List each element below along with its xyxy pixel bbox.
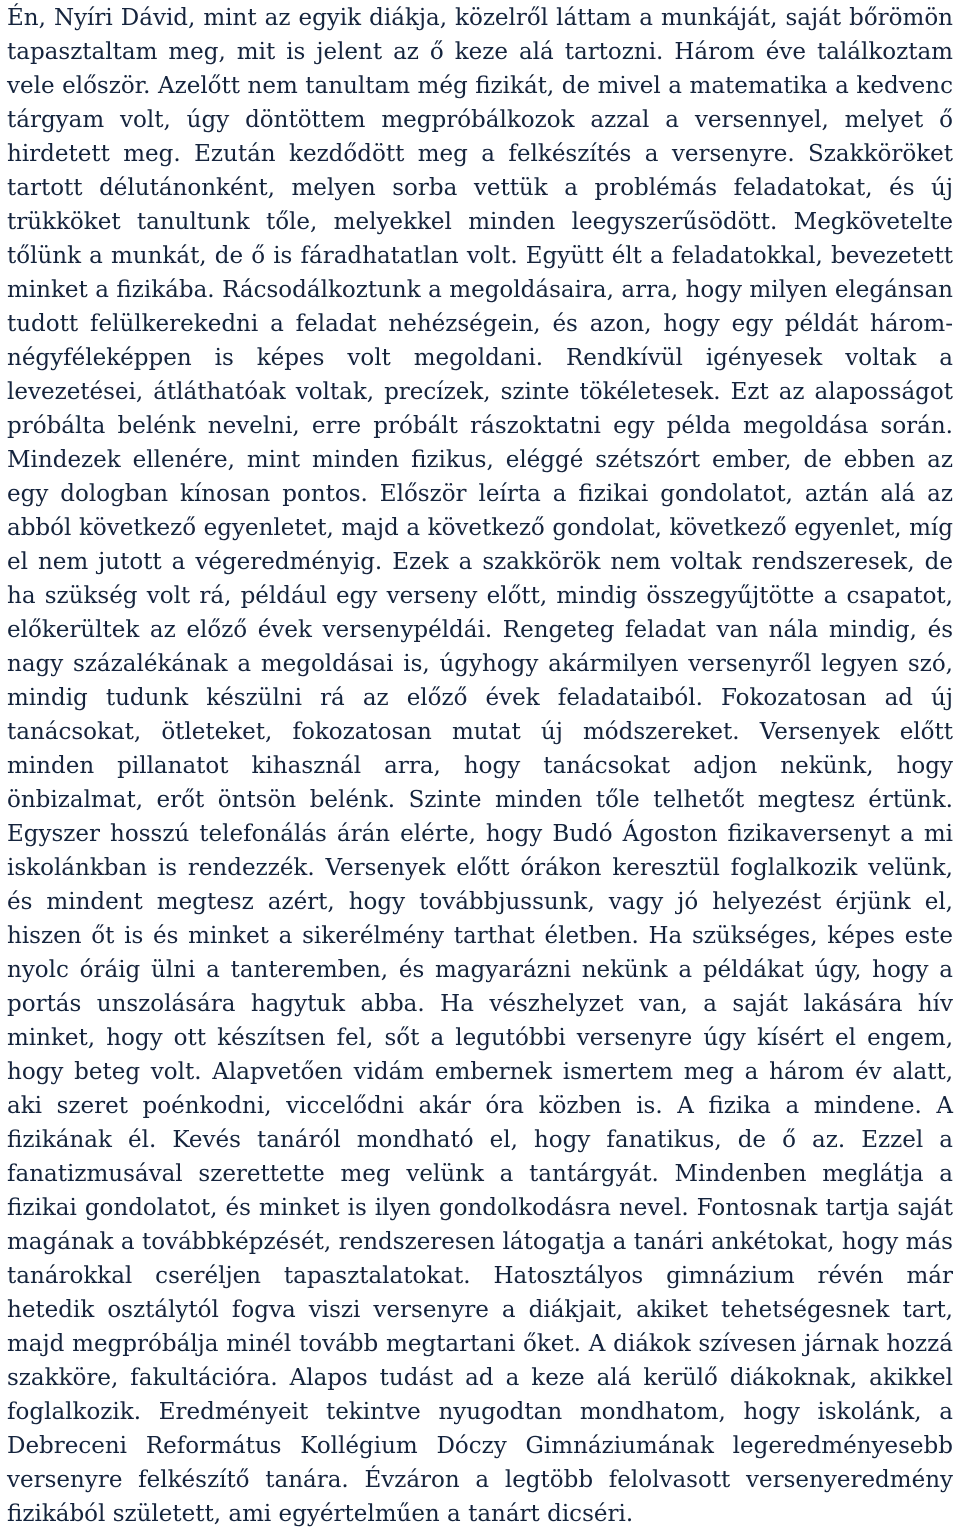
body-paragraph: Én, Nyíri Dávid, mint az egyik diákja, közelről láttam a munkáját, saját bőrömön tapasztaltam meg, mit is jelent az ő keze alá tartozni. Három éve találkoztam vele először. Azelőtt nem tanultam még fizikát, de mivel a matematika a kedvenc tárgyam volt, úgy döntöttem megpróbálkozok azzal a versennyel, melyet ő hirdetett meg. Ezután kezdődött meg a felkészítés a versenyre. Szakköröket tartott délutánonként, melyen sorba vettük a problémás feladatokat, és új trükköket tanultunk tőle, melyekkel minden leegyszerűsödött. Megkövetelte tőlünk a munkát, de ő is fáradhatatlan volt. Együtt élt a feladatokkal, bevezetett minket a fizikába. Rácsodálkoztunk a megoldásaira, arra, hogy milyen elegánsan tudott felülkerekedni a feladat nehézségein, és azon, hogy egy példát három-négyféleképpen is képes volt megoldani. Rendkívül igényesek voltak a levezetései, átláthatóak voltak, precízek, szinte tökéletesek. Ezt az alaposságot próbálta belénk nevelni, erre próbált rászoktatni egy példa megoldása során. Mindezek ellenére, mint minden fizikus, eléggé szétszórt ember, de ebben az egy dologban kínosan pontos. Először leírta a fizikai gondolatot, aztán alá az abból következő egyenletet, majd a következő gondolat, következő egyenlet, míg el nem jutott a végeredményig. Ezek a szakkörök nem voltak rendszeresek, de ha szükség volt rá, például egy verseny előtt, mindig összegyűjtötte a csapatot, előkerültek az előző évek versenypéldái. Rengeteg feladat van nála mindig, és nagy százalékának a megoldásai is, úgyhogy akármilyen versenyről legyen szó, mindig tudunk készülni rá az előző évek feladataiból. Fokozatosan ad új tanácsokat, ötleteket, fokozatosan mutat új módszereket. Versenyek előtt minden pillanatot kihasznál arra, hogy tanácsokat adjon nekünk, hogy önbizalmat, erőt öntsön belénk. Szinte minden tőle telhetőt megtesz értünk. Egyszer hosszú telefonálás árán elérte, hogy Budó Ágoston fizikaversenyt a mi iskolánkban is rendezzék. Versenyek előtt órákon keresztül foglalkozik velünk, és mindent megtesz azért, hogy továbbjussunk, vagy jó helyezést érjünk el, hiszen őt is és minket a sikerélmény tarthat életben. Ha szükséges, képes este nyolc óráig ülni a tanteremben, és magyarázni nekünk a példákat úgy, hogy a portás unszolására hagytuk abba. Ha vészhelyzet van, a saját lakására hív minket, hogy ott készítsen fel, sőt a legutóbbi versenyre úgy kísért el engem, hogy beteg volt. Alapvetően vidám embernek ismertem meg a három év alatt, aki szeret poénkodni, viccelődni akár óra közben is. A fizika a mindene. A fizikának él. Kevés tanáról mondható el, hogy fanatikus, de ő az. Ezzel a fanatizmusával szerettette meg velünk a tantárgyát. Mindenben meglátja a fizikai gondolatot, és minket is ilyen gondolkodásra nevel. Fontosnak tartja saját magának a továbbképzését, rendszeresen látogatja a tanári ankétokat, hogy más tanárokkal cseréljen tapasztalatokat. Hatosztályos gimnázium révén már hetedik osztálytól fogva viszi versenyre a diákjait, akiket tehetségesnek tart, majd megpróbálja minél tovább megtartani őket. A diákok szívesen járnak hozzá szakköre, fakultációra. Alapos tudást ad a keze alá kerülő diákoknak, akikkel foglalkozik. Eredményeit tekintve nyugodtan mondhatom, hogy iskolánk, a Debreceni Református Kollégium Dóczy Gimnáziumának legeredményesebb versenyre felkészítő tanára. Évzáron a legtöbb felolvasott versenyeredmény fizikából született, ami egyértelműen a tanárt dicséri. [7,5,953,1527]
